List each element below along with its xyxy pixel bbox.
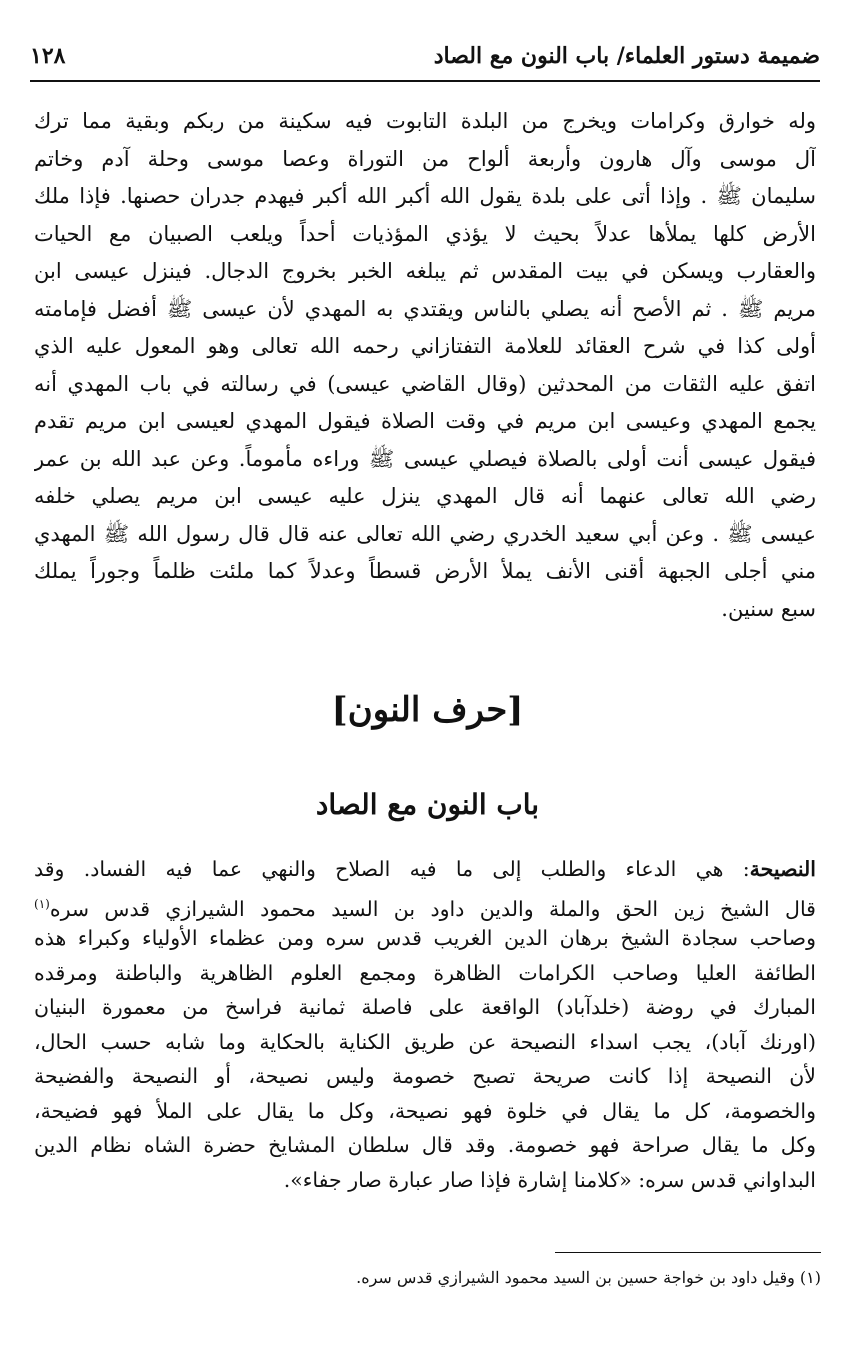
text-line: رضي الله تعالى عنهما أنه قال المهدي ينزل عليه عيسى ابن مريم يصلي خلفه	[34, 484, 816, 508]
footnote-marker: (١)	[34, 896, 50, 911]
section-heading: [حرف النون]	[331, 690, 524, 730]
page-number: ١٢٨	[30, 43, 66, 69]
text-line: والخصومة، كل ما يقال في خلوة فهو نصيحة، وكل ما يقال على الملأ فهو فضيحة،	[34, 1098, 816, 1123]
chapter-subheading: باب النون مع الصاد	[315, 788, 540, 821]
footnote: (١) وقيل داود بن خواجة حسين بن السيد محمود الشيرازي قدس سره.	[356, 1268, 821, 1287]
text-line: مريم ﷺ . ثم الأصح أنه يصلي بالناس ويقتدي به المهدي لأن عيسى ﷺ أفضل فإمامته	[34, 296, 816, 321]
defined-term: النصيحة	[749, 857, 816, 881]
text-line: البداواني قدس سره: «كلامنا إشارة فإذا صار عبارة صار جفاء».	[283, 1167, 816, 1192]
text-line: فيقول عيسى أنت أولى بالصلاة فيصلي عيسى ﷺ وراءه مأموماً. وعن عبد الله بن عمر	[34, 446, 816, 471]
text-line: أولى كذا في شرح العقائد للعلامة التفتازاني رحمه الله تعالى وهو المعول عليه الذي	[34, 334, 816, 358]
line-text: قال الشيخ زين الحق والملة والدين داود بن السيد محمود الشيرازي قدس سره	[49, 896, 816, 921]
text-line: سبع سنين.	[721, 596, 816, 621]
text-line: آل موسى وآل هارون وأربعة ألواح من التوراة وعصا موسى وحلة آدم وخاتم	[34, 146, 816, 171]
text-line	[34, 887, 816, 922]
text-line: اتفق عليه الثقات من المحدثين (وقال القاضي عيسى) في رسالته في باب المهدي أنه	[34, 371, 816, 396]
header-rule	[30, 80, 820, 82]
text-line: لأن النصيحة إذا كانت صريحة تصبح خصومة وليس نصيحة، أو النصيحة والفضيحة	[34, 1064, 816, 1088]
paragraph-continuation	[34, 103, 816, 628]
text-line: سليمان ﷺ . وإذا أتى على بلدة يقول الله أكبر الله أكبر فيهدم جدران حصنها. فإذا ملك	[34, 184, 816, 208]
text-line: (اورنك آباد)، يجب اسداء النصيحة عن طريق الكناية بالحكاية وما شابه حسب الحال،	[34, 1029, 816, 1054]
text-line: والعقارب ويسكن في بيت المقدس ثم يبلغه الخبر بخروج الدجال. فينزل عيسى ابن	[34, 259, 816, 283]
definition-text: : هي الدعاء والطلب إلى ما فيه الصلاح والنهي عما فيه الفساد. وقد	[34, 857, 750, 881]
text-line: الطائفة العليا وصاحب الكرامات الظاهرة ومجمع العلوم الظاهرية والباطنة ومرقده	[34, 960, 816, 985]
text-line: عيسى ﷺ . وعن أبي سعيد الخدري رضي الله تعالى عنه قال قال رسول الله ﷺ المهدي	[34, 521, 816, 546]
text-line: وصاحب سجادة الشيخ برهان الدين الغريب قدس سره ومن عظماء الأولياء وكبراء هذه	[34, 926, 816, 950]
text-line	[34, 852, 816, 887]
footnote-rule	[555, 1252, 821, 1253]
running-title: ضميمة دستور العلماء/ باب النون مع الصاد	[433, 43, 820, 69]
definition-paragraph	[34, 852, 816, 1197]
text-line: الأرض كلها يملأها عدلاً بحيث لا يؤذي المؤذيات أحداً ويلعب الصبيان مع الحيات	[34, 221, 816, 246]
text-line: وله خوارق وكرامات ويخرج من البلدة التابوت فيه سكينة من ربكم وبقية مما ترك	[34, 109, 816, 133]
text-line: وكل ما يقال صراحة فهو خصومة. وقد قال سلطان المشايخ حضرة الشاه نظام الدين	[34, 1133, 816, 1157]
page-header	[30, 36, 820, 76]
text-line: مني أجلى الجبهة أقنى الأنف يملأ الأرض قسطاً وعدلاً كما ملئت ظلماً وجوراً يملك	[34, 559, 816, 583]
text-line: المبارك في روضة (خلدآباد) الواقعة على فاصلة ثمانية فراسخ من معمورة البنيان	[34, 995, 816, 1019]
text-line: يجمع المهدي وعيسى ابن مريم في وقت الصلاة فيقول المهدي لعيسى ابن مريم تقدم	[34, 409, 816, 433]
